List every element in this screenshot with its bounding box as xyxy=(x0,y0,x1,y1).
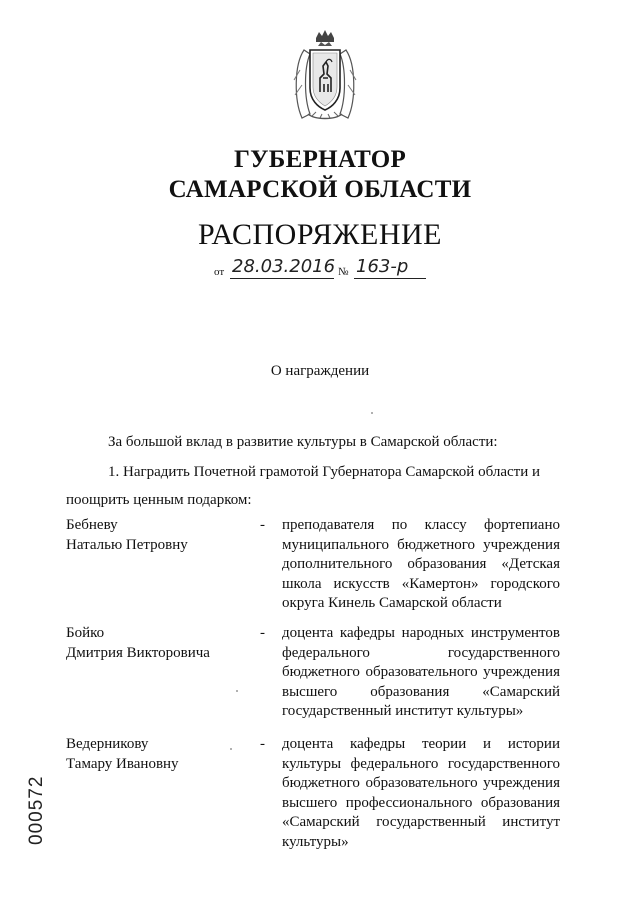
governor-title: ГУБЕРНАТОР xyxy=(233,146,407,173)
awardee-given-name: Дмитрия Викторовича xyxy=(66,644,210,661)
number-label: № xyxy=(338,266,349,278)
entry-dash: - xyxy=(260,625,265,641)
awardee-given-name: Наталью Петровну xyxy=(66,536,188,553)
item-1-line-2: поощрить ценным подарком: xyxy=(66,492,252,508)
awardee-surname: Бойко xyxy=(66,625,105,641)
awardee-description: доцента кафедры народных инструментов федерального государственного бюджетного образовательного учреждения высшего образования «Самарский государственный институт культуры» xyxy=(282,625,560,719)
handwritten-number: 163-р xyxy=(356,256,409,277)
entry-dash: - xyxy=(260,736,265,752)
document-type: РАСПОРЯЖЕНИЕ xyxy=(197,218,443,251)
awardee-surname: Ведерникову xyxy=(66,736,149,752)
coat-of-arms-emblem xyxy=(290,30,360,125)
intro-paragraph: За большой вклад в развитие культуры в Самарской области: xyxy=(108,434,498,450)
item-1-line-1: 1. Наградить Почетной грамотой Губернатора Самарской области и xyxy=(108,464,540,480)
awardee-name xyxy=(66,624,256,663)
awardee-given-name: Тамару Ивановну xyxy=(66,755,179,772)
date-number-line xyxy=(214,258,474,282)
awardee-surname: Бебневу xyxy=(66,517,118,533)
scan-speck xyxy=(236,690,238,692)
handwritten-date: 28.03.2016 xyxy=(232,256,336,277)
awardee-name xyxy=(66,735,256,774)
region-title: САМАРСКОЙ ОБЛАСТИ xyxy=(168,176,472,203)
awardee-description: доцента кафедры теории и истории культуры федерального государственного бюджетного образовательного учреждения высшего профессионального образования «Самарский государственный институт культуры» xyxy=(282,736,560,850)
awardee-description: преподавателя по классу фортепиано муниципального бюджетного учреждения дополнительного образования «Детская школа искусств «Камертон» городского округа Кинель Самарской области xyxy=(282,517,560,611)
scan-speck xyxy=(371,412,373,414)
entry-dash: - xyxy=(260,517,265,533)
date-underline xyxy=(230,278,334,279)
date-label: от xyxy=(214,266,225,278)
awardee-name xyxy=(66,516,256,555)
scan-speck xyxy=(230,748,232,750)
document-subject: О награждении xyxy=(270,363,370,379)
side-serial-number: 000572 xyxy=(26,775,47,845)
number-underline xyxy=(354,278,426,279)
